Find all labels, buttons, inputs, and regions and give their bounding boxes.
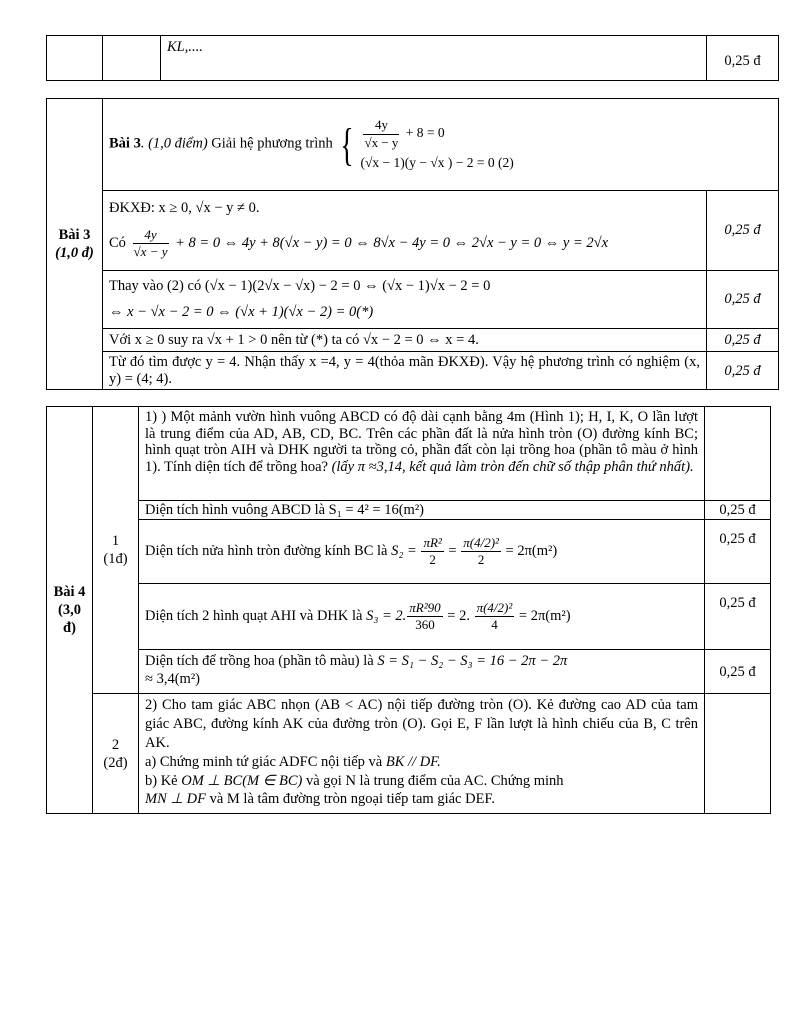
points: 0,25 đ xyxy=(705,650,771,694)
thay-line2: ⇔ x − √x − 2 = 0 ⇔ (√x + 1)(√x − 2) = 0(*) xyxy=(109,304,374,321)
co-chain: + 8 = 0 ⇔ 4y + 8(√x − y) = 0 ⇔ 8√x − 4y = 0 ⇔ 2√x − y = 0 ⇔ y = 2√x xyxy=(175,235,609,252)
eq2: (√x − 1)(y − √x ) − 2 = 0 (2) xyxy=(360,154,514,170)
part2-b-cont xyxy=(145,790,698,809)
bai4-label-pts2: đ) xyxy=(63,620,76,637)
s3-line: Diện tích 2 hình quạt AHI và DHK là S₃ = 2. $\frac{\text{πR²90}}{360}$ = 2. $\frac{\text{π(4/2)²}}{4}$ = 2π(m²) xyxy=(139,584,705,650)
points: 0,25 đ xyxy=(705,501,771,520)
kl-text: KL,.... xyxy=(161,36,707,81)
s4-line xyxy=(139,650,705,694)
part1-label xyxy=(93,407,139,694)
equation-system xyxy=(336,117,513,171)
empty-cell xyxy=(705,407,771,501)
s3-result: = 2π(m²) xyxy=(518,607,571,624)
thay-line1: Thay vào (2) có (√x − 1)(2√x − √x) − 2 = 0 ⇔ (√x − 1)√x − 2 = 0 xyxy=(109,278,491,294)
bai3-label-pts: (1,0 đ) xyxy=(55,245,94,262)
bai3-label xyxy=(47,99,103,390)
bai4-label xyxy=(47,407,93,814)
part1-problem: 1) ) Một mảnh vườn hình vuông ABCD có độ dài cạnh bằng 4m (Hình 1); H, I, K, O lần lượt là trung điểm của AD, AB, CD, BC. Trên các phần đất là nửa hình tròn (O) đường kính BC; hình quạt tròn AIH và DHK người ta trồng cỏ, phần đất còn lại trồng hoa (phần tô màu ở hình 1). Tính diện tích để trồng hoa? xyxy=(145,409,698,476)
points: 0,25 đ xyxy=(705,520,771,584)
co-line: Có $\frac{4y}{√x - y}$ + 8 = 0 ⇔ 4y + 8(√x − y) = 0 ⇔ 8√x − 4y = 0 ⇔ 2√x − y = 0 ⇔ y = 2√x xyxy=(109,227,609,260)
part2-label xyxy=(93,694,139,814)
part2-a-text: a) Chứng minh tứ giác ADFC nội tiếp và xyxy=(145,753,386,770)
part2-pts: (2đ) xyxy=(103,754,128,771)
bai3-step3: Với x ≥ 0 suy ra √x + 1 > 0 nên từ (*) ta có √x − 2 = 0 ⇔ x = 4. xyxy=(103,329,707,352)
eq1: $\frac{4y}{√x - y}$ + 8 = 0 xyxy=(364,117,445,150)
part2-b-text2: và gọi N là trung điểm của AC. Chứng minh xyxy=(302,772,564,789)
bai3-title: Bài 3 xyxy=(109,135,141,152)
s4-approx: ≈ 3,4(m²) xyxy=(145,671,200,688)
s3-text: Diện tích 2 hình quạt AHI và DHK là xyxy=(145,607,367,624)
dkxd: ĐKXĐ: x ≥ 0, √x − y ≠ 0. xyxy=(109,200,260,216)
part1-text xyxy=(139,407,705,501)
part2-b-text3: và M là tâm đường tròn ngoại tiếp tam giác DEF. xyxy=(205,791,495,808)
part1-pts: (1đ) xyxy=(103,551,128,568)
kl-table xyxy=(46,35,779,81)
part2-a xyxy=(145,753,698,772)
bai4-table xyxy=(46,406,771,814)
points: 0,25 đ xyxy=(707,329,779,352)
part2-a-math: BK // DF. xyxy=(385,753,441,770)
empty-cell xyxy=(705,694,771,814)
empty-cell xyxy=(103,36,161,81)
part2-b-math2: MN ⊥ DF xyxy=(145,791,206,808)
bai3-step1 xyxy=(103,191,707,271)
points: 0,25 đ xyxy=(705,584,771,650)
s4-formula: S = S₁ − S₂ − S₃ = 16 − 2π − 2π xyxy=(377,653,568,670)
points: 0,25 đ xyxy=(707,36,779,81)
co-word: Có xyxy=(109,235,126,252)
bai3-title-pts: . (1,0 điểm) xyxy=(140,135,208,152)
bai3-label-text: Bài 3 xyxy=(58,227,91,244)
part2-b-math: OM ⊥ BC(M ∈ BC) xyxy=(181,772,303,789)
bai3-table xyxy=(46,98,779,390)
part1-note: (lấy π ≈3,14, kết quả làm tròn đến chữ số thập phân thứ nhất). xyxy=(327,459,694,476)
points: 0,25 đ xyxy=(707,271,779,329)
part2-b xyxy=(145,772,698,791)
part2-num: 2 xyxy=(111,736,120,753)
brace-icon: { xyxy=(340,118,355,170)
bai3-header-text: Giải hệ phương trình xyxy=(207,135,337,152)
part2-text xyxy=(139,694,705,814)
points: 0,25 đ xyxy=(707,191,779,271)
bai4-label-pts1: (3,0 xyxy=(58,602,81,618)
s4-text: Diện tích để trồng hoa (phần tô màu) là xyxy=(145,653,378,670)
bai3-header xyxy=(103,99,779,191)
s2-line: Diện tích nửa hình tròn đường kính BC là S₂ = $\frac{\text{πR²}}{2}$ = $\frac{\text{π(4/2)²}}{2}$ = 2π(m²) xyxy=(139,520,705,584)
bai3-step2 xyxy=(103,271,707,329)
s2-result: = 2π(m²) xyxy=(505,542,558,559)
bai4-label-text: Bài 4 xyxy=(53,583,86,600)
part2-problem: 2) Cho tam giác ABC nhọn (AB < AC) nội tiếp đường tròn (O). Kẻ đường cao AD của tam giác ABC, đường kính AK của đường tròn (O). Gọi E, F lần lượt là hình chiếu của B, C trên AK. xyxy=(145,697,698,751)
s1-line: Diện tích hình vuông ABCD là S₁ = 4² = 16(m²) xyxy=(139,501,705,520)
points: 0,25 đ xyxy=(707,352,779,390)
part1-num: 1 xyxy=(111,532,120,549)
bai3-conclusion: Từ đó tìm được y = 4. Nhận thấy x =4, y = 4(thỏa mãn ĐKXĐ). Vậy hệ phương trình có nghiệm (x, y) = (4; 4). xyxy=(103,352,707,390)
part2-b-text1: b) Kẻ xyxy=(145,772,182,789)
s2-text: Diện tích nửa hình tròn đường kính BC là xyxy=(145,542,392,559)
empty-cell xyxy=(47,36,103,81)
eq1-tail: + 8 = 0 xyxy=(405,125,445,141)
